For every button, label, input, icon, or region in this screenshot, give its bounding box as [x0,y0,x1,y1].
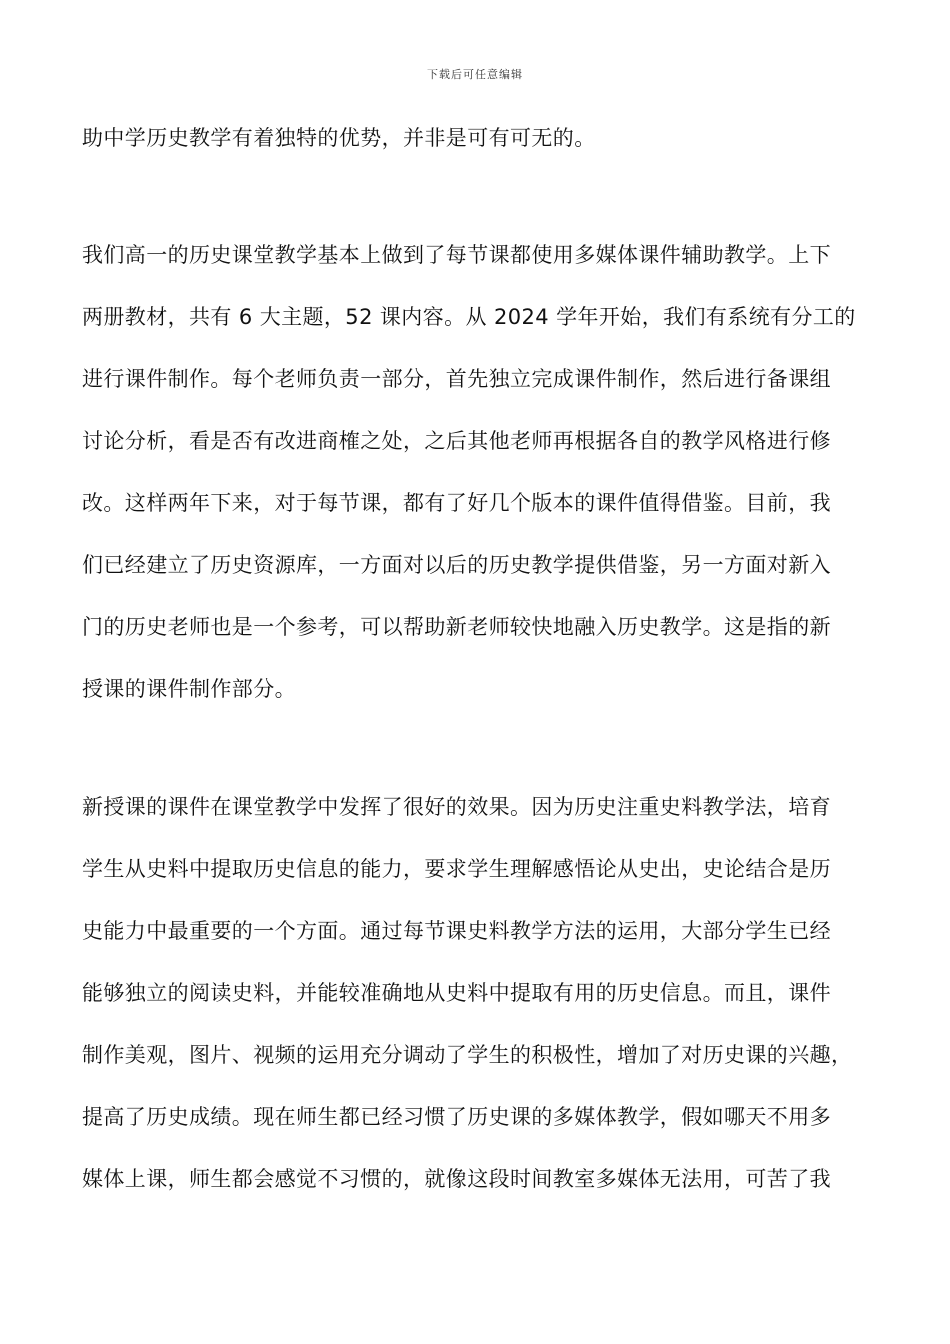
paragraph-2-line-1: 我们高一的历史课堂教学基本上做到了每节课都使用多媒体课件辅助教学。上下 [82,243,831,267]
paragraph-2-line-7: 门的历史老师也是一个参考，可以帮助新老师较快地融入历史教学。这是指的新 [82,615,831,639]
paragraph-3-line-5: 制作美观，图片、视频的运用充分调动了学生的积极性，增加了对历史课的兴趣， [82,1043,853,1067]
paragraph-3-line-1: 新授课的课件在课堂教学中发挥了很好的效果。因为历史注重史料教学法，培育 [82,795,831,819]
paragraph-3-line-7: 媒体上课，师生都会感觉不习惯的，就像这段时间教室多媒体无法用，可苦了我 [82,1167,831,1191]
paragraph-2-line-8: 授课的课件制作部分。 [82,677,296,701]
paragraph-3-line-6: 提高了历史成绩。现在师生都已经习惯了历史课的多媒体教学，假如哪天不用多 [82,1105,831,1129]
paragraph-2-line-5: 改。这样两年下来，对于每节课，都有了好几个版本的课件值得借鉴。目前，我 [82,491,831,515]
paragraph-2-line-2: 两册教材，共有 6 大主题，52 课内容。从 2024 学年开始，我们有系统有分工的 [82,305,856,329]
paragraph-2-line-3: 进行课件制作。每个老师负责一部分，首先独立完成课件制作，然后进行备课组 [82,367,831,391]
paragraph-3-line-4: 能够独立的阅读史料，并能较准确地从史料中提取有用的历史信息。而且，课件 [82,981,831,1005]
paragraph-2-line-6: 们已经建立了历史资源库，一方面对以后的历史教学提供借鉴，另一方面对新入 [82,553,831,577]
paragraph-3-line-3: 史能力中最重要的一个方面。通过每节课史料教学方法的运用，大部分学生已经 [82,919,831,943]
paragraph-2-line-4: 讨论分析，看是否有改进商榷之处，之后其他老师再根据各自的教学风格进行修 [82,429,831,453]
header-note: 下载后可任意编辑 [427,68,523,81]
paragraph-3-line-2: 学生从史料中提取历史信息的能力，要求学生理解感悟论从史出，史论结合是历 [82,857,831,881]
paragraph-1-line-1: 助中学历史教学有着独特的优势，并非是可有可无的。 [82,126,596,150]
